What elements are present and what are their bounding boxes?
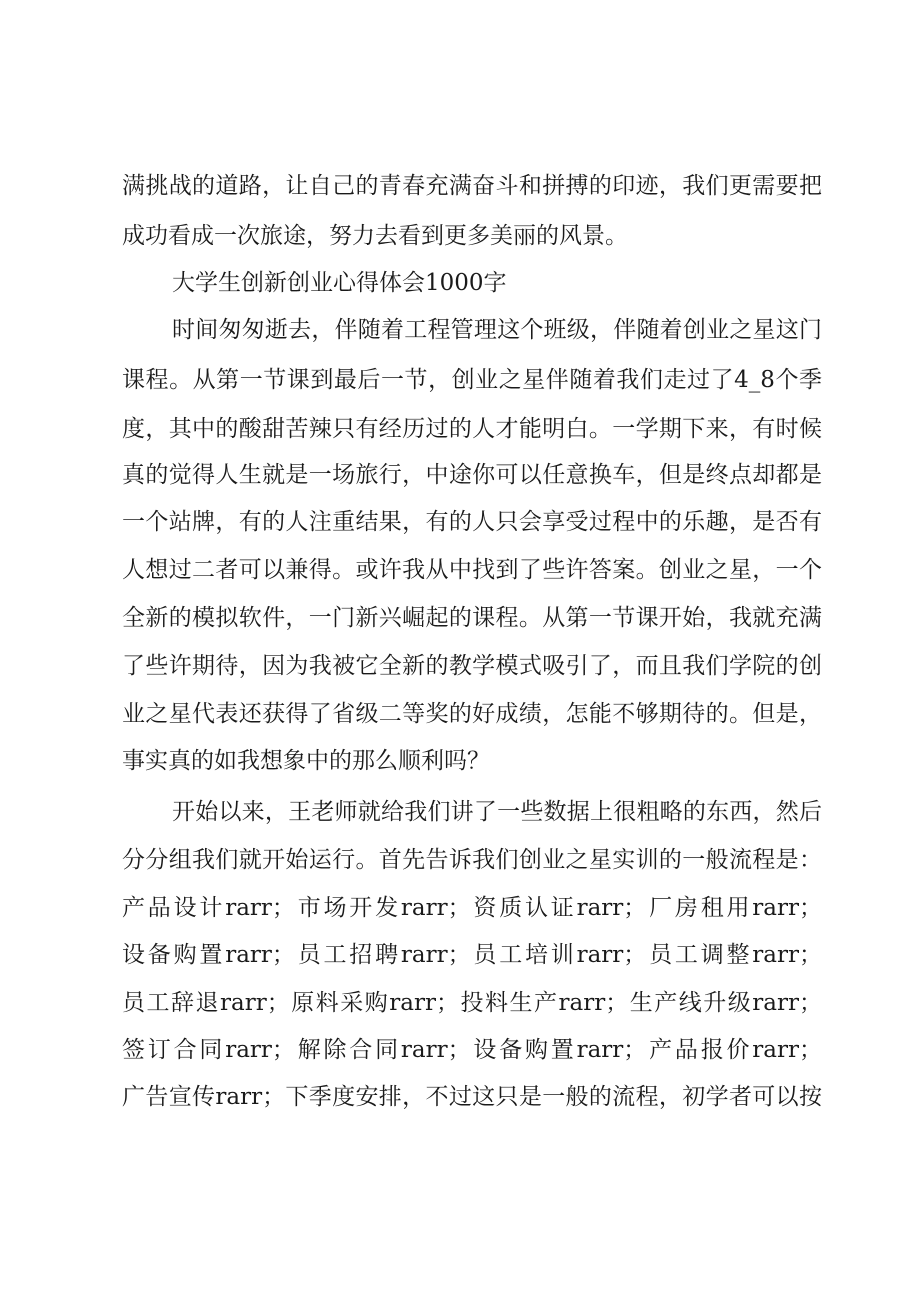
- paragraph-line: 真的觉得人生就是一场旅行，中途你可以任意换车，但是终点却都是: [122, 462, 822, 488]
- paragraph-line: 设备购置rarr；员工招聘rarr；员工培训rarr；员工调整rarr；: [122, 942, 822, 968]
- paragraph-line: 签订合同rarr；解除合同rarr；设备购置rarr；产品报价rarr；: [122, 1037, 822, 1063]
- paragraph-line: 课程。从第一节课到最后一节，创业之星伴随着我们走过了4_8个季: [122, 367, 822, 393]
- paragraph-line: 分分组我们就开始运行。首先告诉我们创业之星实训的一般流程是：: [122, 847, 822, 873]
- paragraph-line: 员工辞退rarr；原料采购rarr；投料生产rarr；生产线升级rarr；: [122, 990, 822, 1016]
- paragraph-line: 人想过二者可以兼得。或许我从中找到了些许答案。创业之星，一个: [122, 557, 822, 583]
- paragraph-line: 时间匆匆逝去，伴随着工程管理这个班级，伴随着创业之星这门: [172, 317, 822, 343]
- paragraph-line: 了些许期待，因为我被它全新的教学模式吸引了，而且我们学院的创: [122, 653, 822, 679]
- paragraph-line: 开始以来，王老师就给我们讲了一些数据上很粗略的东西，然后: [172, 799, 822, 825]
- paragraph-line: 度，其中的酸甜苦辣只有经历过的人才能明白。一学期下来，有时候: [122, 416, 822, 442]
- paragraph-line: 成功看成一次旅途，努力去看到更多美丽的风景。: [122, 223, 628, 249]
- section-heading: 大学生创新创业心得体会1000字: [172, 270, 507, 296]
- paragraph-line: 一个站牌，有的人注重结果，有的人只会享受过程中的乐趣，是否有: [122, 509, 822, 535]
- paragraph-line: 满挑战的道路，让自己的青春充满奋斗和拼搏的印迹，我们更需要把: [122, 173, 822, 199]
- paragraph-line: 事实真的如我想象中的那么顺利吗？: [122, 748, 490, 774]
- paragraph-line: 广告宣传rarr；下季度安排，不过这只是一般的流程，初学者可以按: [122, 1084, 822, 1110]
- paragraph-line: 产品设计rarr；市场开发rarr；资质认证rarr；厂房租用rarr；: [122, 895, 822, 921]
- paragraph-line: 业之星代表还获得了省级二等奖的好成绩，怎能不够期待的。但是，: [122, 701, 822, 727]
- paragraph-line: 全新的模拟软件，一门新兴崛起的课程。从第一节课开始，我就充满: [122, 605, 822, 631]
